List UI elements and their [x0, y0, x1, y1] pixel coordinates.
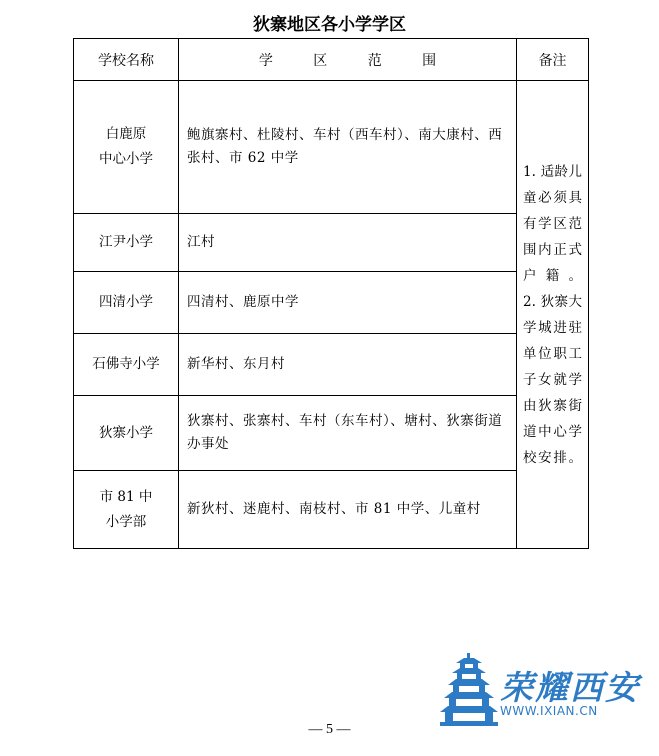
school-name-cell: 石佛寺小学: [74, 334, 179, 396]
district-range-cell: 四清村、鹿原中学: [179, 272, 517, 334]
header-district-range: [179, 39, 517, 81]
school-name-cell: 狄寨小学: [74, 396, 179, 471]
header-note: 备注: [517, 39, 589, 81]
table-row: [74, 396, 589, 471]
note-item-2: 2. 狄寨大学城进驻单位职工子女就学由狄寨街道中心学校安排。: [523, 293, 582, 466]
district-range-cell: 鲍旗寨村、杜陵村、车村（西车村）、南大康村、西张村、市 62 中学: [179, 81, 517, 214]
district-range-cell: 新华村、东月村: [179, 334, 517, 396]
school-name-line1: 市 81 中: [99, 488, 153, 505]
district-range-cell: 新狄村、迷鹿村、南枝村、市 81 中学、儿童村: [179, 471, 517, 549]
district-range-cell: 狄寨村、张寨村、车村（东车村）、塘村、狄寨街道办事处: [179, 396, 517, 471]
school-name-line2: 中心小学: [99, 151, 153, 167]
table-row: [74, 81, 589, 214]
header-school-name: 学校名称: [74, 39, 179, 81]
school-district-table: [73, 38, 589, 549]
note-item-1: 1. 适龄儿童必须具有学区范围内正式户籍。: [523, 163, 582, 284]
note-cell: [517, 81, 589, 549]
header-district-range-label: 学 区 范 围: [258, 52, 455, 69]
watermark-url: WWW.IXIAN.CN: [500, 704, 598, 718]
table-header-row: [74, 39, 589, 81]
school-name-cell: [74, 81, 179, 214]
page-number: — 5 —: [308, 722, 351, 737]
table-row: [74, 272, 589, 334]
school-name-cell: [74, 471, 179, 549]
school-name-line1: 白鹿原: [105, 126, 147, 142]
school-name-line2: 小学部: [105, 513, 147, 530]
district-range-cell: 江村: [179, 214, 517, 272]
table-row: [74, 334, 589, 396]
school-name-cell: 江尹小学: [74, 214, 179, 272]
table-row: [74, 471, 589, 549]
document-title: 狄寨地区各小学学区: [253, 15, 406, 35]
table-row: [74, 214, 589, 272]
school-name-cell: 四清小学: [74, 272, 179, 334]
watermark-name: 荣耀西安: [500, 668, 640, 707]
